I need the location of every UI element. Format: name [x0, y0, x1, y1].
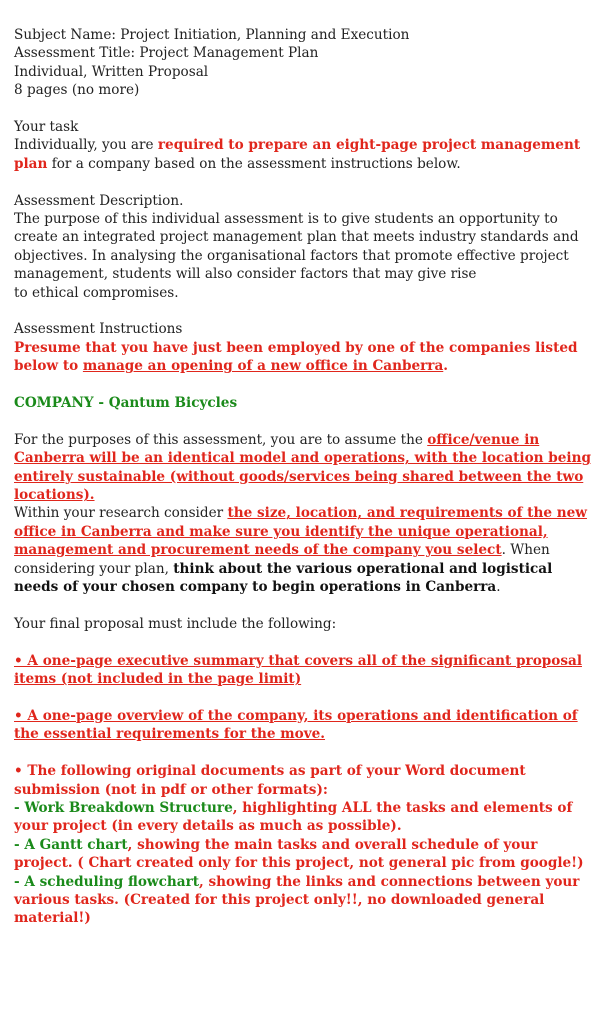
bullet-original-documents: • The following original documents as part of your Word document submission (not in pdf or other formats): — [14, 763, 526, 798]
flowchart-label: - A scheduling flowchart — [14, 873, 200, 890]
task-tail: for a company based on the assessment instructions below. — [47, 155, 461, 172]
gantt-text: , showing the main tasks and overall schedule of your project. ( Chart created only for this project, not general pic from google!) — [14, 836, 584, 872]
bullet-company-overview: • A one-page overview of the company, its operations and identification of the essential requirements for the move. — [14, 707, 578, 743]
research-lead: Within your research consider — [14, 505, 228, 522]
presume-paragraph — [14, 339, 594, 376]
research-highlight: the size, location, and requirements of the new office in Canberra and make sure you identify the unique operational, management and procurement needs of the company you select — [14, 505, 587, 559]
research-end: . — [496, 579, 501, 596]
purposes-highlight: office/venue in Canberra will be an identical model and operations, with the location being entirely sustainable (without goods/services being shared between the two locations). — [14, 431, 591, 504]
presume-underlined: manage an opening of a new office in Canberra — [82, 358, 444, 375]
description-line-3: objectives. In analysing the organisational factors that promote effective project — [14, 247, 569, 264]
instructions-heading: Assessment Instructions — [14, 321, 183, 338]
assessment-title: Assessment Title: Project Management Plan — [14, 45, 319, 62]
page-limit: 8 pages (no more) — [14, 82, 140, 99]
assessment-type: Individual, Written Proposal — [14, 63, 209, 80]
purposes-lead: For the purposes of this assessment, you are to assume the — [14, 431, 428, 448]
bullet-executive-summary: • A one-page executive summary that covers all of the significant proposal items (not included in the page limit) — [14, 652, 582, 688]
description-line-1: The purpose of this individual assessment is to give students an opportunity to — [14, 211, 558, 228]
research-bold: think about the various operational and logistical needs of your chosen company to begin operations in Canberra — [14, 560, 553, 596]
description-heading: Assessment Description. — [14, 192, 184, 209]
task-lead: Individually, you are — [14, 137, 158, 154]
description-line-4: management, students will also consider factors that may give rise — [14, 266, 477, 283]
presume-end: . — [443, 358, 449, 375]
company-label: COMPANY - Qantum Bicycles — [14, 395, 238, 412]
gantt-label: - A Gantt chart — [14, 836, 128, 853]
task-heading: Your task — [14, 119, 79, 136]
document-page — [14, 26, 594, 928]
description-line-5: to ethical compromises. — [14, 284, 179, 301]
presume-text: Presume that you have just been employed by one of the companies listed below to — [14, 339, 578, 375]
task-highlight: required to prepare an eight-page project management plan — [14, 137, 581, 172]
description-line-2: create an integrated project management plan that meets industry standards and — [14, 229, 579, 246]
gantt-item — [14, 836, 594, 873]
flowchart-text: , showing the links and connections between your various tasks. (Created for this project only!!, no downloaded general material!) — [14, 873, 580, 927]
research-paragraph — [14, 504, 594, 596]
purposes-paragraph — [14, 431, 594, 505]
task-paragraph — [14, 136, 594, 173]
wbs-label: - Work Breakdown Structure — [14, 799, 233, 816]
final-intro: Your final proposal must include the following: — [14, 615, 337, 632]
flowchart-item — [14, 873, 594, 928]
research-mid: . When considering your plan, — [14, 542, 550, 577]
wbs-text: , highlighting ALL the tasks and elements of your project (in every details as much as possible). — [14, 799, 573, 835]
wbs-item — [14, 799, 594, 836]
subject-line: Subject Name: Project Initiation, Planning and Execution — [14, 27, 410, 43]
